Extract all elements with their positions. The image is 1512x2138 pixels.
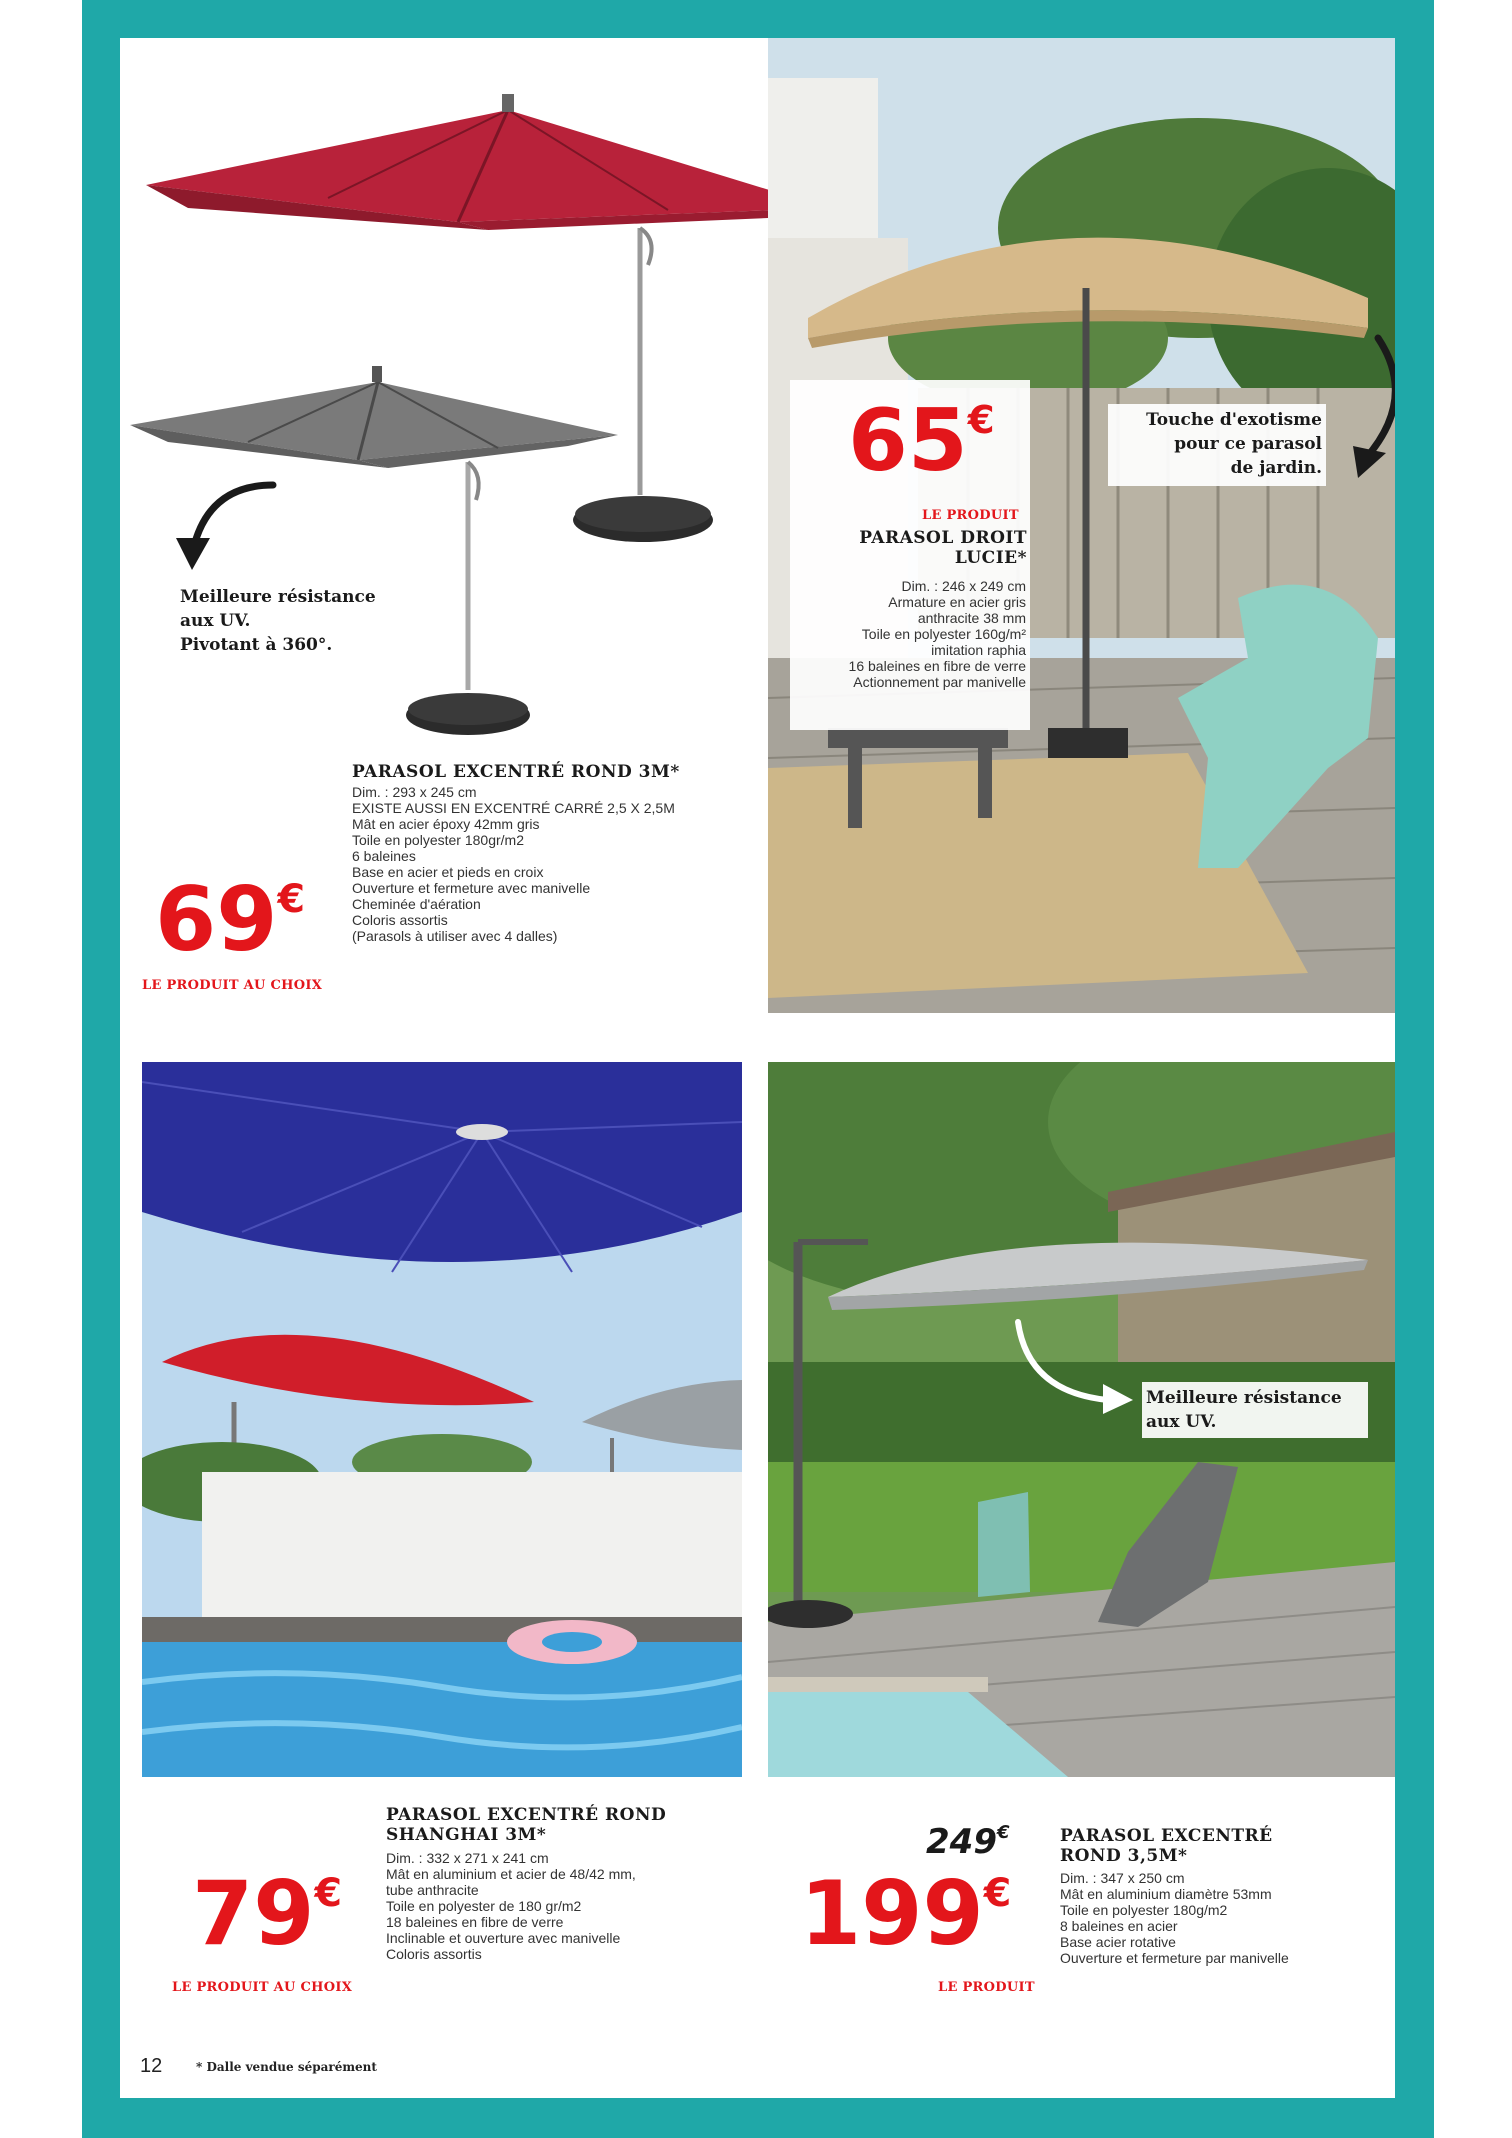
price [192,1862,343,1965]
spec-line: Mât en acier époxy 42mm gris [352,816,540,832]
exotic-callout [1112,408,1322,480]
price-tag-label: LE PRODUIT [922,508,1019,523]
spec-line: Toile en polyester de 180 gr/m2 [386,1898,582,1914]
price-value: 79 [192,1862,315,1965]
callout-line: de jardin. [1230,458,1322,478]
spec-line: Dim. : 293 x 245 cm [352,784,477,800]
price [155,868,306,971]
price-tag-label: LE PRODUIT AU CHOIX [172,1980,353,1995]
spec-line: anthracite 38 mm [917,610,1026,626]
currency-symbol: € [983,1870,1012,1916]
callout-line: Meilleure résistance [1146,1388,1342,1408]
title-line: PARASOL DROIT [859,528,1027,548]
spec-line: EXISTE AUSSI EN EXCENTRÉ CARRÉ 2,5 X 2,5M [352,800,675,816]
spec-line: Ouverture et fermeture avec manivelle [352,880,591,896]
footnote: * Dalle vendue séparément [196,2060,377,2074]
spec-line: Ouverture et fermeture par manivelle [1060,1950,1289,1966]
uv-resistance-callout [180,585,376,657]
spec-line: Toile en polyester 180gr/m2 [352,832,524,848]
product-image-parasol-shanghai [142,1062,742,1777]
spec-line: Toile en polyester 180g/m2 [1060,1902,1228,1918]
price [800,1862,1012,1965]
spec-line: Actionnement par manivelle [853,674,1026,690]
spec-line: Armature en acier gris [888,594,1026,610]
product-specs [1060,1870,1289,1966]
callout-line: aux UV. [1146,1412,1217,1432]
currency-symbol: € [314,1870,343,1916]
price-value: 69 [155,868,278,971]
spec-line: 6 baleines [352,848,416,864]
product-specs [790,578,1026,690]
spec-line: (Parasols à utiliser avec 4 dalles) [352,928,558,944]
spec-line: Coloris assortis [352,912,448,928]
spec-line: Dim. : 347 x 250 cm [1060,1870,1185,1886]
uv-resistance-callout [1146,1386,1342,1434]
product-title [1060,1826,1273,1866]
old-price [926,1822,1010,1862]
title-line: PARASOL EXCENTRÉ ROND [386,1805,667,1825]
currency-symbol: € [277,876,306,922]
price-value: 65 [848,391,968,491]
callout-line: aux UV. [180,611,251,631]
spec-line: tube anthracite [386,1882,479,1898]
page-number: 12 [140,2055,163,2077]
callout-line: Pivotant à 360°. [180,635,333,655]
spec-line: Toile en polyester 160g/m² [861,626,1026,642]
price-value: 199 [800,1862,984,1965]
old-price-value: 249 [926,1822,997,1862]
spec-line: Base acier rotative [1060,1934,1176,1950]
title-line: SHANGHAI 3M* [386,1825,547,1845]
callout-line: Meilleure résistance [180,587,376,607]
spec-line: 8 baleines en acier [1060,1918,1178,1934]
product-title: PARASOL EXCENTRÉ ROND 3M* [352,762,680,782]
spec-line: Base en acier et pieds en croix [352,864,544,880]
spec-line: Inclinable et ouverture avec manivelle [386,1930,621,1946]
price-tag-label: LE PRODUIT [938,1980,1035,1995]
price [848,391,995,491]
callout-line: Touche d'exotisme [1146,410,1322,430]
callout-line: pour ce parasol [1174,434,1322,454]
old-currency-symbol: € [996,1822,1010,1843]
currency-symbol: € [967,398,995,443]
product-title [386,1805,666,1845]
spec-line: Cheminée d'aération [352,896,481,912]
title-line: ROND 3,5M* [1060,1846,1188,1866]
product-specs [386,1850,636,1962]
title-line: LUCIE* [954,548,1027,568]
title-line: PARASOL EXCENTRÉ [1060,1826,1273,1846]
spec-line: imitation raphia [931,642,1026,658]
spec-line: Mât en aluminium diamètre 53mm [1060,1886,1272,1902]
spec-line: Mât en aluminium et acier de 48/42 mm, [386,1866,636,1882]
spec-line: Dim. : 246 x 249 cm [901,578,1026,594]
spec-line: Dim. : 332 x 271 x 241 cm [386,1850,549,1866]
spec-line: 16 baleines en fibre de verre [848,658,1026,674]
product-title [855,528,1027,568]
spec-line: Coloris assortis [386,1946,482,1962]
spec-line: 18 baleines en fibre de verre [386,1914,564,1930]
product-specs [352,784,675,944]
price-tag-label: LE PRODUIT AU CHOIX [142,978,323,993]
